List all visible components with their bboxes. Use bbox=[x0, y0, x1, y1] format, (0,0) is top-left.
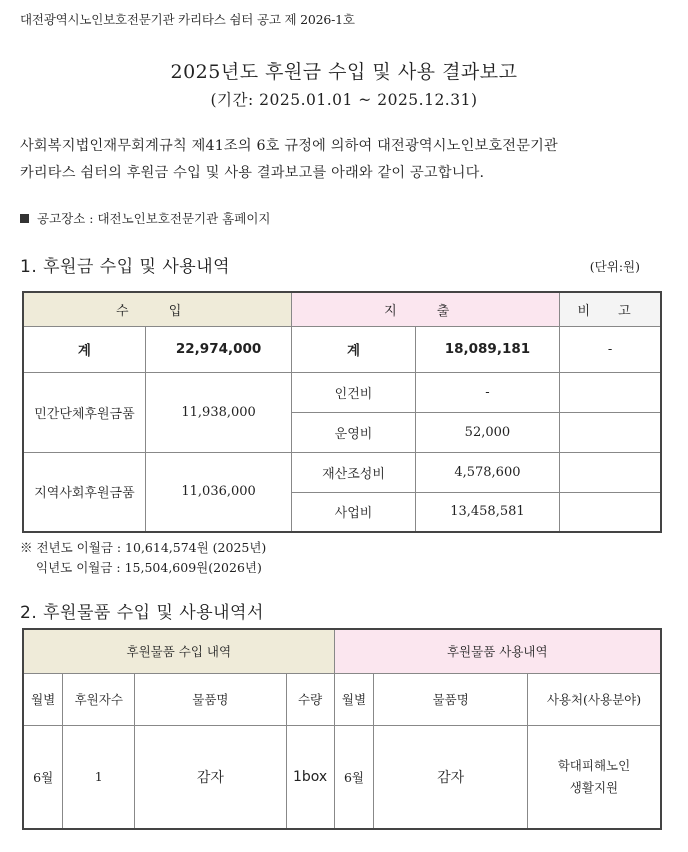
row-use-place bbox=[527, 725, 661, 829]
notice-number: 대전광역시노인보호전문기관 카리타스 쉼터 공고 제 2026-1호 bbox=[20, 12, 355, 27]
note-cell bbox=[560, 372, 661, 412]
col-use-month: 월별 bbox=[334, 673, 374, 725]
income-header: 수 입 bbox=[23, 292, 292, 326]
carryover-footnote bbox=[20, 538, 266, 578]
income-row-label: 지역사회후원금품 bbox=[23, 452, 145, 532]
table-row bbox=[23, 452, 661, 492]
expense-row-label: 운영비 bbox=[292, 412, 415, 452]
square-bullet-icon bbox=[20, 214, 29, 223]
table-row bbox=[23, 725, 661, 829]
table-row bbox=[23, 372, 661, 412]
total-row bbox=[23, 326, 661, 372]
expense-row-label: 재산조성비 bbox=[292, 452, 415, 492]
note-cell bbox=[560, 452, 661, 492]
page-title: 2025년도 후원금 수입 및 사용 결과보고 bbox=[170, 61, 518, 83]
column-header-row bbox=[23, 673, 661, 725]
col-month: 월별 bbox=[23, 673, 63, 725]
report-period: (기간: 2025.01.01 ~ 2025.12.31) bbox=[210, 91, 478, 109]
donation-money-table bbox=[22, 291, 662, 533]
expense-row-label: 사업비 bbox=[292, 492, 415, 532]
income-row-value: 11,938,000 bbox=[145, 372, 291, 452]
expense-row-value: - bbox=[415, 372, 559, 412]
use-place-line-2: 생활지원 bbox=[569, 779, 619, 795]
expense-total-label: 계 bbox=[292, 326, 415, 372]
posting-place bbox=[20, 209, 270, 227]
col-item: 물품명 bbox=[135, 673, 286, 725]
income-total-label: 계 bbox=[23, 326, 145, 372]
income-total-value: 22,974,000 bbox=[145, 326, 291, 372]
table-header-row bbox=[23, 629, 661, 673]
row-item: 감자 bbox=[135, 725, 286, 829]
note-cell bbox=[560, 412, 661, 452]
row-month: 6월 bbox=[23, 725, 63, 829]
expense-row-value: 4,578,600 bbox=[415, 452, 559, 492]
next-carryover: 익년도 이월금 : 15,504,609원(2026년) bbox=[36, 560, 262, 575]
section1-title: 1. 후원금 수입 및 사용내역 bbox=[20, 257, 231, 277]
expense-header: 지 출 bbox=[292, 292, 560, 326]
intro-line-2: 카리타스 쉼터의 후원금 수입 및 사용 결과보고를 아래와 같이 공고합니다. bbox=[20, 165, 485, 181]
income-row-label: 민간단체후원금품 bbox=[23, 372, 145, 452]
col-donors: 후원자수 bbox=[63, 673, 135, 725]
row-use-item: 감자 bbox=[374, 725, 527, 829]
goods-usage-header: 후원물품 사용내역 bbox=[334, 629, 661, 673]
note-cell bbox=[560, 492, 661, 532]
col-use-item: 물품명 bbox=[374, 673, 527, 725]
expense-row-value: 52,000 bbox=[415, 412, 559, 452]
unit-label: (단위:원) bbox=[589, 259, 640, 274]
row-use-month: 6월 bbox=[334, 725, 374, 829]
use-place-line-1: 학대피해노인 bbox=[557, 757, 631, 773]
expense-row-label: 인건비 bbox=[292, 372, 415, 412]
intro-line-1: 사회복지법인재무회계규칙 제41조의 6호 규정에 의하여 대전광역시노인보호전문기관 bbox=[20, 138, 558, 154]
goods-income-header: 후원물품 수입 내역 bbox=[23, 629, 334, 673]
note-header: 비 고 bbox=[560, 292, 661, 326]
income-row-value: 11,036,000 bbox=[145, 452, 291, 532]
section2-title: 2. 후원물품 수입 및 사용내역서 bbox=[20, 603, 264, 623]
expense-total-value: 18,089,181 bbox=[415, 326, 559, 372]
total-note: - bbox=[560, 326, 661, 372]
row-donors: 1 bbox=[63, 725, 135, 829]
expense-row-value: 13,458,581 bbox=[415, 492, 559, 532]
col-use-place: 사용처(사용분야) bbox=[527, 673, 661, 725]
posting-place-text: 공고장소 : 대전노인보호전문기관 홈페이지 bbox=[37, 211, 271, 226]
donated-goods-table bbox=[22, 628, 662, 830]
row-qty: 1box bbox=[286, 725, 334, 829]
previous-carryover: ※ 전년도 이월금 : 10,614,574원 (2025년) bbox=[20, 540, 267, 555]
col-qty: 수량 bbox=[286, 673, 334, 725]
intro-paragraph bbox=[20, 133, 670, 187]
table-header-row bbox=[23, 292, 661, 326]
